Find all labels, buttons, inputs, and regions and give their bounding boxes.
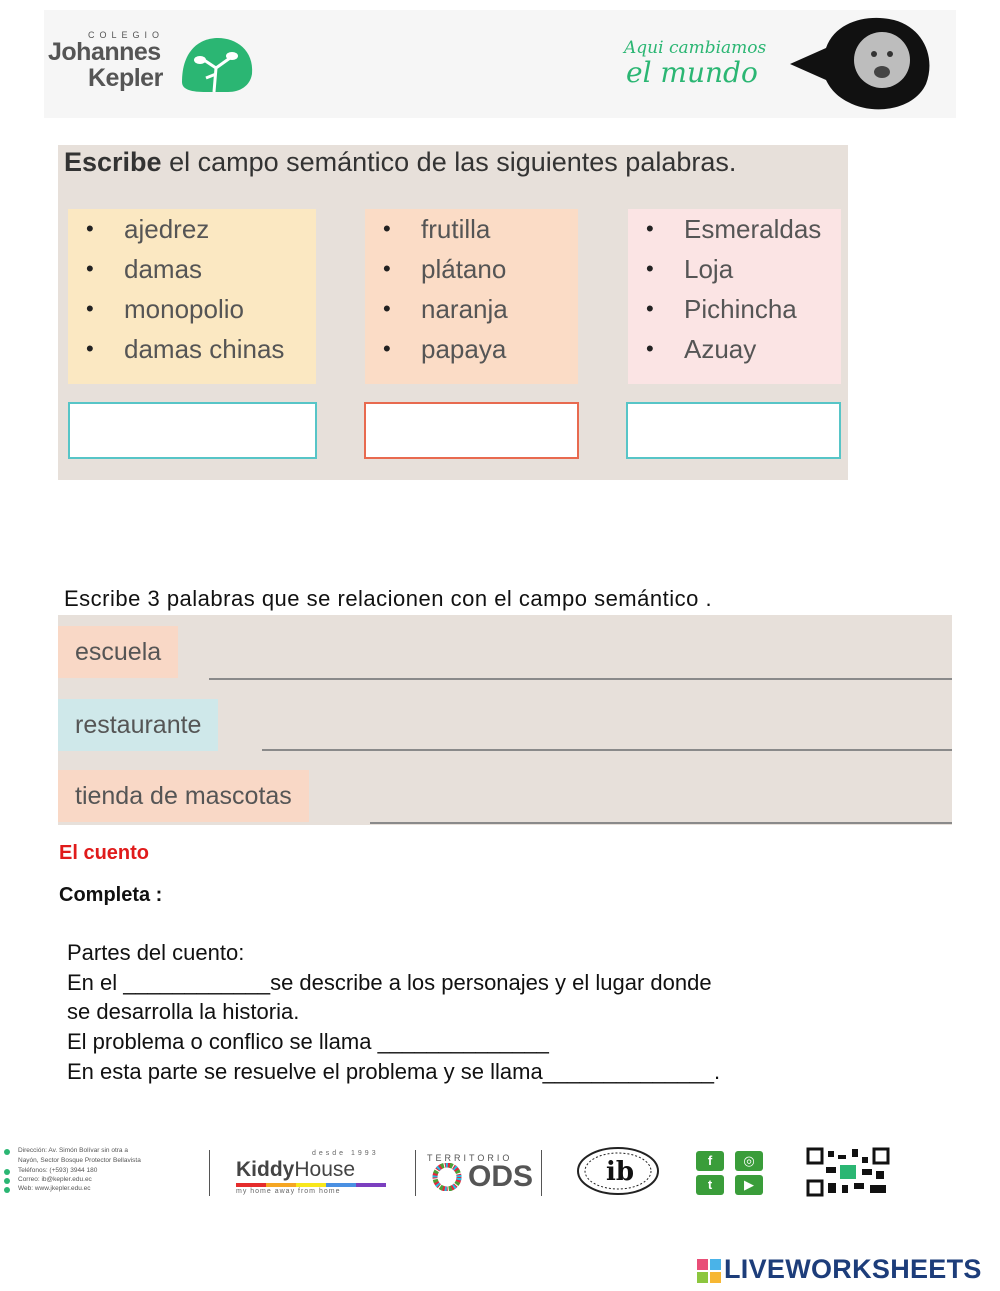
list-item: • Pichincha (628, 289, 841, 329)
footer-phone: Teléfonos: (+593) 3944 180 (18, 1167, 98, 1174)
kiddyhouse-since: desde 1993 (312, 1150, 379, 1157)
story-line: Partes del cuento: (67, 940, 245, 965)
ods-logo: ODS (468, 1160, 534, 1193)
kiddyhouse-tagline: my home away from home (236, 1188, 341, 1195)
location-icon (4, 1149, 10, 1155)
field-label-tienda: tienda de mascotas (58, 770, 309, 822)
answer-line-restaurante[interactable] (262, 749, 952, 751)
answer-line-tienda[interactable] (370, 822, 952, 824)
answer-input-games[interactable] (68, 402, 317, 459)
instagram-icon[interactable]: ◎ (735, 1151, 763, 1171)
section-title-cuento: El cuento (59, 842, 150, 864)
speech-bubble-portrait (790, 14, 936, 112)
footer-divider (415, 1150, 416, 1196)
answer-input-provinces[interactable] (626, 402, 841, 459)
list-item: • Esmeraldas (628, 209, 841, 249)
list-item: • damas chinas (68, 329, 316, 369)
ib-world-school-logo (576, 1146, 660, 1196)
story-line: En esta parte se resuelve el problema y se llama______________. (67, 1059, 721, 1084)
answer-input-fruits[interactable] (364, 402, 579, 459)
kiddyhouse-logo: KiddyHouse (236, 1158, 356, 1181)
slogan-line2: el mundo (626, 56, 758, 89)
list-item: • monopolio (68, 289, 316, 329)
school-name-line1: Johannes (48, 38, 161, 66)
word-list-provinces (628, 209, 841, 384)
footer-address-line2: Nayón, Sector Bosque Protector Bellavista (18, 1157, 141, 1164)
word-list-fruits (365, 209, 578, 384)
footer-web: Web: www.jkepler.edu.ec (18, 1185, 91, 1192)
list-item: • papaya (365, 329, 578, 369)
footer-divider (541, 1150, 542, 1196)
kiddyhouse-color-bar (236, 1183, 386, 1187)
ods-wheel-icon (428, 1163, 466, 1191)
territorio-label: TERRITORIO (427, 1153, 513, 1163)
exercise2-title: Escribe 3 palabras que se relacionen con el campo semántico . (64, 586, 713, 611)
word-list-games (68, 209, 316, 384)
web-icon (4, 1187, 10, 1193)
story-line: se desarrolla la historia. (67, 999, 300, 1024)
slogan-line1: Aqui cambiamos (624, 38, 767, 58)
list-item: • frutilla (365, 209, 578, 249)
list-item: • Loja (628, 249, 841, 289)
twitter-icon[interactable]: t (696, 1175, 724, 1195)
liveworksheets-watermark[interactable]: LIVEWORKSHEETS (724, 1254, 982, 1284)
qr-code (806, 1147, 890, 1197)
list-item: • Azuay (628, 329, 841, 369)
field-label-restaurante: restaurante (58, 699, 218, 751)
svg-text:ib: ib (606, 1157, 635, 1187)
youtube-icon[interactable]: ▶ (735, 1175, 763, 1195)
list-item: • ajedrez (68, 209, 316, 249)
mail-icon (4, 1178, 10, 1184)
instruction-completa: Completa : (59, 884, 163, 906)
list-item: • plátano (365, 249, 578, 289)
school-tree-logo (178, 34, 256, 94)
footer-address-line1: Dirección: Av. Simón Bolívar sin otra a (18, 1147, 128, 1154)
story-line: En el ____________se describe a los personajes y el lugar donde (67, 970, 712, 995)
liveworksheets-logo-icon (697, 1259, 721, 1283)
list-item: • damas (68, 249, 316, 289)
footer-email: Correo: ib@kepler.edu.ec (18, 1176, 92, 1183)
story-line: El problema o conflico se llama ______________ (67, 1029, 549, 1054)
school-label-small: COLEGIO (88, 30, 165, 40)
exercise1-title: Escribe el campo semántico de las siguientes palabras. (64, 147, 737, 177)
answer-line-escuela[interactable] (209, 678, 952, 680)
facebook-icon[interactable]: f (696, 1151, 724, 1171)
school-name-line2: Kepler (88, 64, 163, 92)
field-label-escuela: escuela (58, 626, 178, 678)
footer-divider (209, 1150, 210, 1196)
list-item: • naranja (365, 289, 578, 329)
phone-icon (4, 1169, 10, 1175)
